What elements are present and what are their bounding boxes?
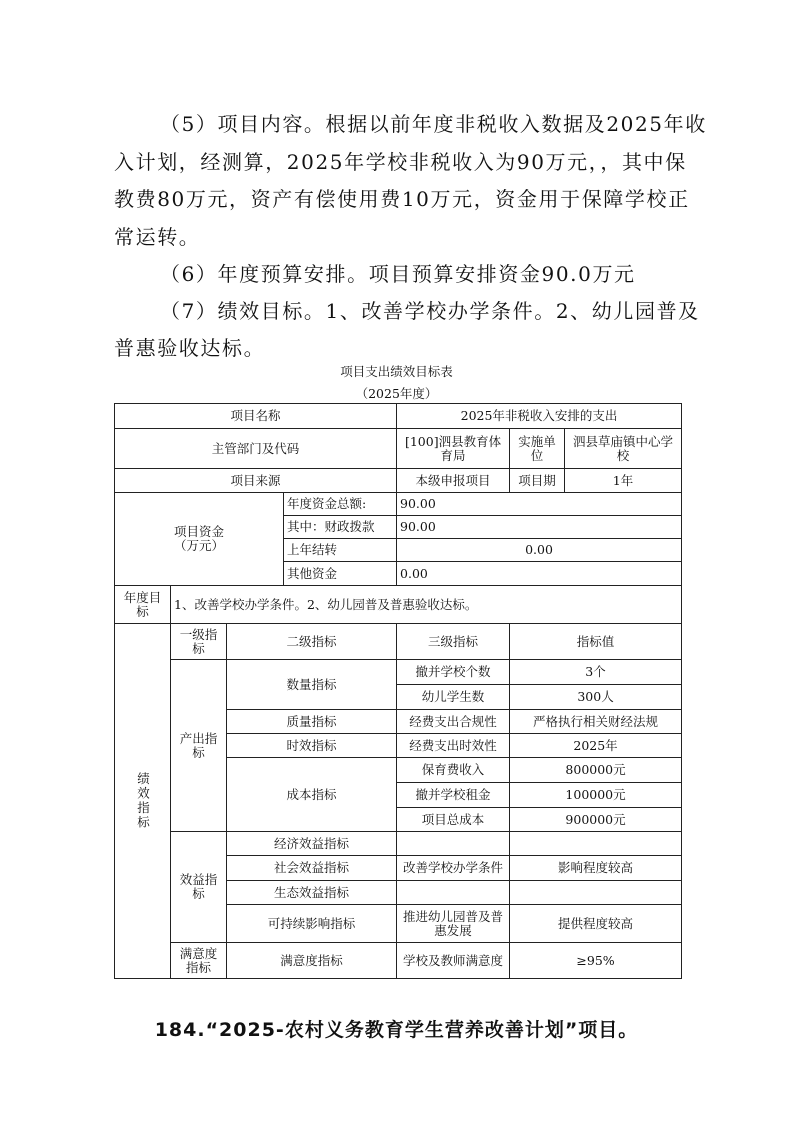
sustain-value: 提供程度较高 (510, 905, 682, 943)
quantity-item-1: 撤并学校个数 (397, 660, 510, 685)
paragraph-line-7: 普惠验收达标。 (114, 336, 266, 360)
funds-carryover-value: 0.00 (397, 539, 682, 562)
quantity-item-2: 幼儿学生数 (397, 685, 510, 710)
eco-item (397, 881, 510, 905)
quality-label: 质量指标 (227, 710, 397, 734)
paragraph-line-2: 入计划，经测算，2025年学校非税收入为90万元，，其中保 (114, 150, 687, 174)
funds-label: 项目资金 （万元） (115, 493, 284, 586)
perf-label: 绩效指标 (115, 624, 171, 979)
quantity-label: 数量指标 (227, 660, 397, 710)
quality-value: 严格执行相关财经法规 (510, 710, 682, 734)
time-value: 2025年 (510, 734, 682, 758)
social-item: 改善学校办学条件 (397, 856, 510, 881)
funds-total-label: 年度资金总额: (284, 493, 397, 516)
quantity-value-1: 3个 (510, 660, 682, 685)
eco-value (510, 881, 682, 905)
funds-carryover-label: 上年结转 (284, 539, 397, 562)
paragraph-line-3: 教费80万元，资产有偿使用费10万元，资金用于保障学校正 (114, 187, 690, 211)
cost-item-2: 撤并学校租金 (397, 783, 510, 808)
paragraph-line-4: 常运转。 (114, 225, 201, 249)
social-value: 影响程度较高 (510, 856, 682, 881)
table-subtitle: （2025年度） (355, 386, 438, 401)
econ-label: 经济效益指标 (227, 832, 397, 856)
source-label: 项目来源 (115, 469, 397, 493)
social-label: 社会效益指标 (227, 856, 397, 881)
dept-label: 主管部门及代码 (115, 429, 397, 469)
cost-item-1: 保育费收入 (397, 758, 510, 783)
paragraph-line-6: （7）绩效目标。1、改善学校办学条件。2、幼儿园普及 (160, 299, 700, 323)
period-value: 1年 (565, 469, 682, 493)
funds-other-label: 其他资金 (284, 562, 397, 586)
output-label: 产出指标 (171, 660, 227, 832)
paragraph-line-5: （6）年度预算安排。项目预算安排资金90.0万元 (160, 262, 636, 286)
quality-item: 经费支出合规性 (397, 710, 510, 734)
paragraph-line-1: （5）项目内容。根据以前年度非税收入数据及2025年收 (160, 112, 707, 136)
project-name-label: 项目名称 (115, 404, 397, 429)
benefit-label: 效益指标 (171, 832, 227, 943)
funds-total-value: 90.00 (397, 493, 682, 516)
cost-value-3: 900000元 (510, 808, 682, 832)
cost-label: 成本指标 (227, 758, 397, 832)
header-level3: 三级指标 (397, 624, 510, 660)
eco-label: 生态效益指标 (227, 881, 397, 905)
period-label: 项目期 (510, 469, 565, 493)
satis-label: 满意度指标 (171, 943, 227, 979)
header-value: 指标值 (510, 624, 682, 660)
impl-label: 实施单位 (510, 429, 565, 469)
performance-table (114, 403, 682, 979)
time-item: 经费支出时效性 (397, 734, 510, 758)
quantity-value-2: 300人 (510, 685, 682, 710)
header-level2: 二级指标 (227, 624, 397, 660)
satis-item: 学校及教师满意度 (397, 943, 510, 979)
funds-fiscal-label: 其中：财政拨款 (284, 516, 397, 539)
sustain-label: 可持续影响指标 (227, 905, 397, 943)
cost-value-1: 800000元 (510, 758, 682, 783)
funds-fiscal-value: 90.00 (397, 516, 682, 539)
source-value: 本级申报项目 (397, 469, 510, 493)
annual-goal-value: 1、改善学校办学条件。2、幼儿园普及普惠验收达标。 (171, 586, 682, 624)
sustain-item: 推进幼儿园普及普惠发展 (397, 905, 510, 943)
econ-item (397, 832, 510, 856)
funds-other-value: 0.00 (397, 562, 682, 586)
econ-value (510, 832, 682, 856)
satis-sub-label: 满意度指标 (227, 943, 397, 979)
annual-goal-label: 年度目标 (115, 586, 171, 624)
table-title: 项目支出绩效目标表 (340, 364, 453, 379)
satis-value: ≥95% (510, 943, 682, 979)
dept-value: [100]泗县教育体育局 (397, 429, 510, 469)
project-name-value: 2025年非税收入安排的支出 (397, 404, 682, 429)
header-level1: 一级指标 (171, 624, 227, 660)
cost-value-2: 100000元 (510, 783, 682, 808)
impl-value: 泗县草庙镇中心学校 (565, 429, 682, 469)
time-label: 时效指标 (227, 734, 397, 758)
cost-item-3: 项目总成本 (397, 808, 510, 832)
next-project-heading: 184.“2025-农村义务教育学生营养改善计划”项目。 (154, 1019, 639, 1041)
